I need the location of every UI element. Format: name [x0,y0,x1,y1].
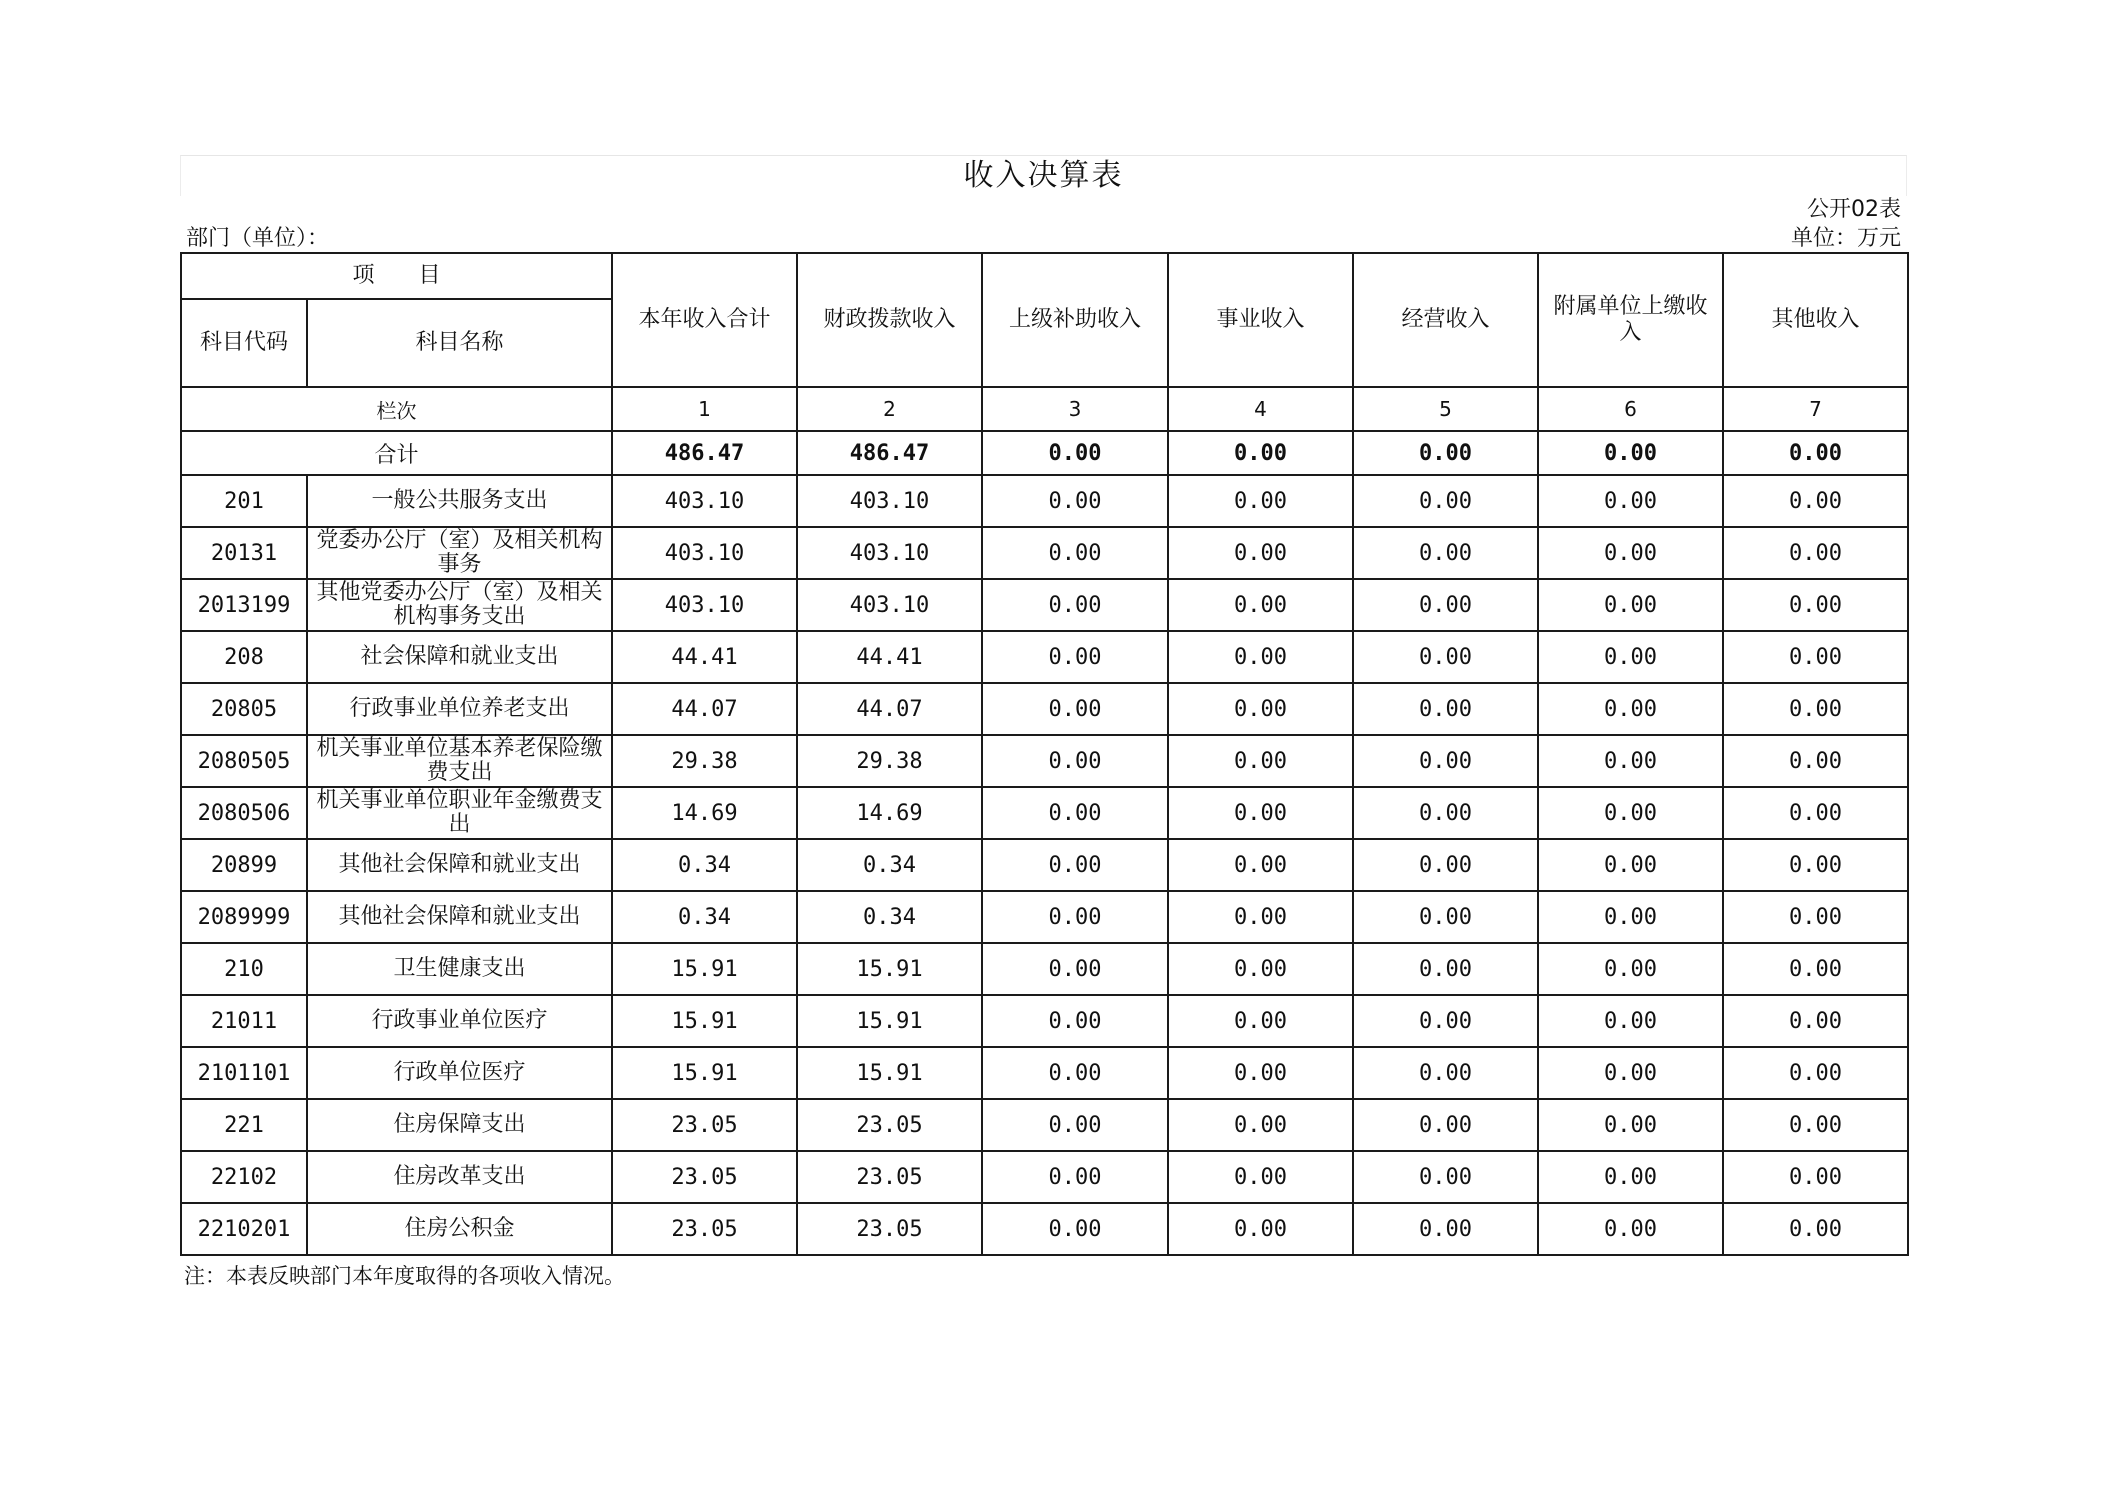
unit-label: 单位：万元 [1790,226,1901,251]
amount-cell: 403.10 [797,579,982,631]
subject-name: 住房公积金 [307,1203,612,1255]
column-index: 4 [1168,387,1353,431]
subject-name: 党委办公厅（室）及相关机构事务 [307,527,612,579]
subject-code: 208 [181,631,307,683]
total-value: 0.00 [1353,431,1538,475]
subject-name: 行政事业单位养老支出 [307,683,612,735]
amount-cell: 403.10 [797,527,982,579]
amount-cell: 0.00 [1723,579,1908,631]
amount-cell: 0.34 [612,839,797,891]
amount-cell: 0.00 [1353,1099,1538,1151]
total-value: 486.47 [797,431,982,475]
total-row [181,431,1908,475]
table-row [181,579,1908,631]
amount-cell: 23.05 [612,1203,797,1255]
amount-cell: 0.00 [1538,995,1723,1047]
income-statement-sheet [180,155,1907,1290]
amount-cell: 0.00 [1723,1047,1908,1099]
amount-cell: 0.00 [1168,787,1353,839]
amount-cell: 0.00 [1353,891,1538,943]
subject-name: 其他党委办公厅（室）及相关机构事务支出 [307,579,612,631]
amount-cell: 0.00 [1538,683,1723,735]
amount-cell: 0.00 [982,475,1168,527]
subject-name: 其他社会保障和就业支出 [307,839,612,891]
total-value: 0.00 [982,431,1168,475]
table-row [181,1151,1908,1203]
subject-name: 机关事业单位基本养老保险缴费支出 [307,735,612,787]
total-value: 486.47 [612,431,797,475]
amount-cell: 15.91 [797,1047,982,1099]
subject-code: 2089999 [181,891,307,943]
amount-cell: 403.10 [612,527,797,579]
table-row [181,527,1908,579]
form-number: 公开02表 [1807,197,1901,222]
amount-cell: 0.00 [982,1203,1168,1255]
amount-cell: 0.00 [982,839,1168,891]
amount-cell: 23.05 [612,1099,797,1151]
amount-cell: 0.00 [1538,527,1723,579]
column-index: 6 [1538,387,1723,431]
amount-cell: 14.69 [612,787,797,839]
table-row [181,631,1908,683]
amount-cell: 0.00 [1353,631,1538,683]
amount-cell: 0.00 [1168,631,1353,683]
total-value: 0.00 [1538,431,1723,475]
subject-name: 卫生健康支出 [307,943,612,995]
amount-cell: 23.05 [612,1151,797,1203]
header-col-superior-subsidy: 上级补助收入 [982,253,1168,387]
table-row [181,1047,1908,1099]
subject-code: 20805 [181,683,307,735]
department-label: 部门（单位）： [186,226,330,251]
subject-code: 201 [181,475,307,527]
amount-cell: 0.00 [1538,787,1723,839]
subject-code: 2080505 [181,735,307,787]
amount-cell: 29.38 [797,735,982,787]
amount-cell: 15.91 [612,1047,797,1099]
amount-cell: 403.10 [797,475,982,527]
table-row [181,1099,1908,1151]
table-row [181,683,1908,735]
amount-cell: 44.41 [612,631,797,683]
amount-cell: 0.00 [982,995,1168,1047]
table-row [181,475,1908,527]
amount-cell: 44.41 [797,631,982,683]
amount-cell: 0.00 [1353,995,1538,1047]
subject-code: 210 [181,943,307,995]
amount-cell: 15.91 [612,995,797,1047]
amount-cell: 0.00 [1168,1047,1353,1099]
amount-cell: 0.00 [1723,1151,1908,1203]
header-code: 科目代码 [181,299,307,387]
column-index: 2 [797,387,982,431]
amount-cell: 29.38 [612,735,797,787]
amount-cell: 0.00 [1353,527,1538,579]
amount-cell: 0.00 [982,1151,1168,1203]
amount-cell: 0.00 [1538,579,1723,631]
amount-cell: 403.10 [612,579,797,631]
amount-cell: 0.00 [1168,735,1353,787]
amount-cell: 0.00 [1168,1203,1353,1255]
amount-cell: 0.00 [1353,839,1538,891]
table-row [181,1203,1908,1255]
amount-cell: 0.00 [1353,475,1538,527]
amount-cell: 0.00 [1168,943,1353,995]
column-index: 7 [1723,387,1908,431]
amount-cell: 0.00 [1723,1099,1908,1151]
amount-cell: 23.05 [797,1151,982,1203]
amount-cell: 0.00 [1538,1151,1723,1203]
header-name: 科目名称 [307,299,612,387]
header-item: 项 目 [181,253,612,299]
amount-cell: 0.00 [982,787,1168,839]
amount-cell: 23.05 [797,1203,982,1255]
amount-cell: 0.00 [1723,527,1908,579]
amount-cell: 0.00 [982,683,1168,735]
header-col-operating: 经营收入 [1353,253,1538,387]
subject-code: 20899 [181,839,307,891]
amount-cell: 0.00 [982,1099,1168,1151]
amount-cell: 0.34 [612,891,797,943]
subject-name: 住房改革支出 [307,1151,612,1203]
amount-cell: 44.07 [612,683,797,735]
column-index-label: 栏次 [181,387,612,431]
amount-cell: 0.00 [1538,631,1723,683]
amount-cell: 23.05 [797,1099,982,1151]
amount-cell: 0.00 [1723,631,1908,683]
amount-cell: 0.00 [982,1047,1168,1099]
column-index-row [181,387,1908,431]
amount-cell: 0.00 [1538,1203,1723,1255]
amount-cell: 0.00 [1353,1151,1538,1203]
subject-name: 一般公共服务支出 [307,475,612,527]
amount-cell: 0.00 [982,735,1168,787]
amount-cell: 0.00 [1538,475,1723,527]
table-note: 注：本表反映部门本年度取得的各项收入情况。 [184,1264,625,1288]
table-row [181,787,1908,839]
total-value: 0.00 [1168,431,1353,475]
title-box [180,155,1907,196]
amount-cell: 0.00 [1168,683,1353,735]
amount-cell: 44.07 [797,683,982,735]
table-row [181,735,1908,787]
table-row [181,839,1908,891]
subject-name: 住房保障支出 [307,1099,612,1151]
amount-cell: 403.10 [612,475,797,527]
amount-cell: 0.00 [1168,527,1353,579]
subject-code: 2080506 [181,787,307,839]
sheet-meta [180,196,1907,252]
subject-code: 2101101 [181,1047,307,1099]
amount-cell: 0.00 [1168,891,1353,943]
amount-cell: 0.00 [982,631,1168,683]
column-index: 5 [1353,387,1538,431]
amount-cell: 0.00 [1353,683,1538,735]
amount-cell: 0.00 [982,891,1168,943]
subject-code: 22102 [181,1151,307,1203]
header-col-affiliated: 附属单位上缴收入 [1538,253,1723,387]
subject-code: 2210201 [181,1203,307,1255]
amount-cell: 0.00 [1538,839,1723,891]
amount-cell: 0.00 [982,579,1168,631]
amount-cell: 0.00 [1168,475,1353,527]
amount-cell: 0.00 [1538,891,1723,943]
amount-cell: 0.00 [1538,943,1723,995]
amount-cell: 0.00 [1168,1099,1353,1151]
amount-cell: 0.00 [1353,1047,1538,1099]
total-value: 0.00 [1723,431,1908,475]
amount-cell: 0.00 [1723,1203,1908,1255]
amount-cell: 0.00 [1723,943,1908,995]
amount-cell: 0.00 [982,527,1168,579]
amount-cell: 0.00 [1353,1203,1538,1255]
subject-name: 机关事业单位职业年金缴费支出 [307,787,612,839]
column-index: 1 [612,387,797,431]
amount-cell: 0.00 [1168,839,1353,891]
header-col-total: 本年收入合计 [612,253,797,387]
amount-cell: 15.91 [797,995,982,1047]
amount-cell: 0.00 [1723,735,1908,787]
subject-name: 社会保障和就业支出 [307,631,612,683]
amount-cell: 0.00 [1723,683,1908,735]
subject-name: 其他社会保障和就业支出 [307,891,612,943]
amount-cell: 0.00 [1538,1047,1723,1099]
amount-cell: 0.00 [1353,787,1538,839]
income-table [180,252,1909,1256]
amount-cell: 0.00 [1168,995,1353,1047]
amount-cell: 0.00 [1353,943,1538,995]
amount-cell: 0.00 [1168,579,1353,631]
amount-cell: 0.00 [1723,787,1908,839]
column-index: 3 [982,387,1168,431]
subject-name: 行政单位医疗 [307,1047,612,1099]
header-col-other: 其他收入 [1723,253,1908,387]
total-label: 合计 [181,431,612,475]
amount-cell: 0.00 [1538,1099,1723,1151]
amount-cell: 0.00 [1168,1151,1353,1203]
table-row [181,943,1908,995]
amount-cell: 0.00 [1538,735,1723,787]
subject-code: 221 [181,1099,307,1151]
subject-name: 行政事业单位医疗 [307,995,612,1047]
table-row [181,891,1908,943]
subject-code: 2013199 [181,579,307,631]
amount-cell: 0.00 [1723,475,1908,527]
amount-cell: 15.91 [797,943,982,995]
amount-cell: 15.91 [612,943,797,995]
page-title: 收入决算表 [963,158,1124,193]
amount-cell: 0.00 [982,943,1168,995]
amount-cell: 14.69 [797,787,982,839]
amount-cell: 0.00 [1723,891,1908,943]
table-row [181,995,1908,1047]
amount-cell: 0.00 [1723,839,1908,891]
subject-code: 20131 [181,527,307,579]
amount-cell: 0.00 [1723,995,1908,1047]
header-col-fiscal: 财政拨款收入 [797,253,982,387]
subject-code: 21011 [181,995,307,1047]
header-col-business: 事业收入 [1168,253,1353,387]
amount-cell: 0.34 [797,839,982,891]
table-body [181,387,1908,1255]
amount-cell: 0.00 [1353,579,1538,631]
amount-cell: 0.00 [1353,735,1538,787]
amount-cell: 0.34 [797,891,982,943]
